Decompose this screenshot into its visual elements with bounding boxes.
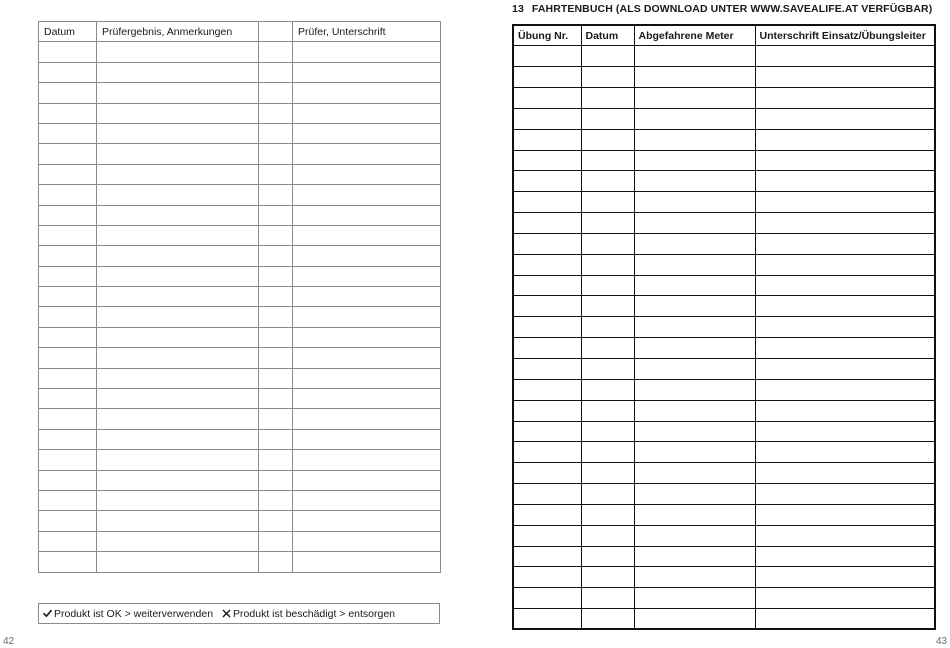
logbook-cell [513,504,581,525]
inspection-log-cell [293,409,441,429]
inspection-log-row [39,490,441,510]
logbook-row [513,338,935,359]
logbook-row [513,254,935,275]
inspection-log-row [39,246,441,266]
logbook-cell [513,129,581,150]
logbook-cell [634,567,755,588]
inspection-log-row [39,307,441,327]
logbook-cell [581,88,634,109]
inspection-log-cell [259,348,293,368]
logbook-cell [755,213,935,234]
logbook-cell [634,442,755,463]
inspection-log-row [39,368,441,388]
inspection-log-cell [97,531,259,551]
logbook-row [513,546,935,567]
logbook-cell [634,213,755,234]
logbook-cell [634,588,755,609]
logbook-cell [634,67,755,88]
logbook-cell [755,588,935,609]
inspection-log-cell [259,246,293,266]
inspection-log-cell [293,490,441,510]
inspection-log-cell [39,287,97,307]
logbook-table [512,24,936,630]
header-result-notes: Prüfergebnis, Anmerkungen [97,22,259,42]
logbook-cell [581,338,634,359]
inspection-log-row [39,429,441,449]
logbook-row [513,129,935,150]
inspection-log-cell [97,103,259,123]
inspection-log-cell [39,511,97,531]
inspection-log-cell [293,266,441,286]
logbook-cell [513,213,581,234]
inspection-log-row [39,470,441,490]
inspection-log-row [39,42,441,62]
logbook-cell [581,275,634,296]
logbook-cell [513,275,581,296]
inspection-log-cell [39,327,97,347]
inspection-log-cell [97,225,259,245]
inspection-log-cell [97,123,259,143]
logbook-cell [755,504,935,525]
logbook-cell [634,275,755,296]
logbook-cell [755,421,935,442]
inspection-log-cell [259,470,293,490]
inspection-log-cell [293,103,441,123]
inspection-log-row [39,164,441,184]
header-logbook-date: Datum [581,25,634,46]
logbook-cell [581,359,634,380]
inspection-log-cell [259,368,293,388]
inspection-log-cell [259,205,293,225]
inspection-log-cell [39,246,97,266]
logbook-cell [581,233,634,254]
inspection-log-cell [293,123,441,143]
logbook-cell [581,192,634,213]
cross-icon [222,609,231,618]
header-exercise-number: Übung Nr. [513,25,581,46]
inspection-log-cell [293,327,441,347]
inspection-log-cell [293,307,441,327]
logbook-cell [634,317,755,338]
logbook-cell [513,254,581,275]
inspection-log-cell [259,389,293,409]
logbook-cell [634,108,755,129]
legend-ok [43,608,213,620]
logbook-row [513,609,935,630]
inspection-log-cell [259,266,293,286]
legend-damaged [222,608,395,620]
logbook-cell [513,379,581,400]
inspection-log-cell [97,83,259,103]
header-leader-signature: Unterschrift Einsatz/Übungsleiter [755,25,935,46]
logbook-row [513,88,935,109]
logbook-cell [581,46,634,67]
logbook-cell [581,171,634,192]
inspection-log-row [39,348,441,368]
logbook-cell [513,567,581,588]
inspection-log-cell [39,83,97,103]
logbook-cell [513,525,581,546]
logbook-cell [755,192,935,213]
inspection-log-cell [259,409,293,429]
logbook-cell [755,442,935,463]
inspection-log-row [39,552,441,572]
logbook-cell [634,400,755,421]
inspection-log-cell [259,531,293,551]
logbook-cell [755,317,935,338]
logbook-cell [634,46,755,67]
inspection-log-cell [39,205,97,225]
logbook-cell [581,442,634,463]
logbook-row [513,46,935,67]
inspection-log-row [39,103,441,123]
inspection-legend [38,603,440,624]
logbook-row [513,275,935,296]
inspection-log-row [39,185,441,205]
logbook-row [513,359,935,380]
logbook-cell [755,525,935,546]
logbook-cell [755,546,935,567]
header-date: Datum [39,22,97,42]
logbook-cell [513,296,581,317]
inspection-log-cell [293,164,441,184]
inspection-log-row [39,62,441,82]
inspection-log-row [39,389,441,409]
logbook-row [513,588,935,609]
inspection-log-cell [39,389,97,409]
inspection-log-cell [293,83,441,103]
inspection-log-cell [97,307,259,327]
inspection-log-cell [293,246,441,266]
inspection-log-cell [293,144,441,164]
logbook-cell [634,359,755,380]
inspection-log-row [39,83,441,103]
logbook-cell [755,567,935,588]
logbook-cell [634,609,755,630]
inspection-log-row [39,287,441,307]
logbook-cell [755,150,935,171]
logbook-cell [634,525,755,546]
logbook-cell [513,108,581,129]
inspection-log-cell [39,490,97,510]
logbook-cell [581,129,634,150]
inspection-log-cell [97,348,259,368]
logbook-cell [581,504,634,525]
logbook-row [513,150,935,171]
logbook-cell [581,525,634,546]
logbook-cell [755,484,935,505]
logbook-row [513,192,935,213]
logbook-cell [755,275,935,296]
logbook-row [513,463,935,484]
inspection-log-cell [97,144,259,164]
logbook-cell [755,108,935,129]
inspection-log-cell [259,307,293,327]
logbook-row [513,442,935,463]
logbook-cell [634,546,755,567]
inspection-log-cell [97,287,259,307]
inspection-log-cell [97,266,259,286]
logbook-cell [581,421,634,442]
logbook-cell [634,254,755,275]
inspection-log-body [39,42,441,572]
logbook-cell [513,484,581,505]
inspection-log-cell [293,429,441,449]
logbook-cell [634,421,755,442]
inspection-log-row [39,266,441,286]
inspection-log-cell [97,490,259,510]
inspection-log-row [39,205,441,225]
legend-damaged-text: Produkt ist beschädigt > entsorgen [233,607,396,620]
inspection-log-cell [97,511,259,531]
inspection-log-cell [39,42,97,62]
logbook-cell [581,484,634,505]
logbook-cell [755,88,935,109]
logbook-cell [634,88,755,109]
logbook-cell [634,233,755,254]
logbook-cell [581,254,634,275]
inspection-log-cell [259,144,293,164]
inspection-log-cell [97,246,259,266]
logbook-row [513,108,935,129]
logbook-cell [513,588,581,609]
logbook-cell [634,338,755,359]
logbook-cell [755,379,935,400]
inspection-log-cell [293,531,441,551]
logbook-row [513,379,935,400]
logbook-cell [634,379,755,400]
inspection-log-cell [259,450,293,470]
inspection-log-cell [97,62,259,82]
inspection-log-cell [39,185,97,205]
inspection-log-cell [39,225,97,245]
inspection-log-cell [39,307,97,327]
logbook-cell [755,171,935,192]
inspection-log-cell [259,429,293,449]
logbook-row [513,296,935,317]
logbook-row [513,400,935,421]
logbook-cell [513,359,581,380]
inspection-log-cell [293,511,441,531]
inspection-log-cell [97,164,259,184]
logbook-cell [755,129,935,150]
inspection-log-row [39,327,441,347]
inspection-log-cell [293,470,441,490]
inspection-log-cell [39,450,97,470]
inspection-log-cell [97,552,259,572]
legend-ok-text: Produkt ist OK > weiterverwenden [54,607,214,620]
inspection-log-cell [259,287,293,307]
logbook-header-row [513,25,935,46]
logbook-body [513,46,935,630]
logbook-row [513,67,935,88]
logbook-cell [755,338,935,359]
inspection-log-cell [293,552,441,572]
inspection-log-row [39,409,441,429]
inspection-log-cell [259,123,293,143]
inspection-log-cell [97,368,259,388]
logbook-cell [581,379,634,400]
inspection-log-cell [97,409,259,429]
logbook-cell [513,150,581,171]
inspection-log-cell [97,450,259,470]
logbook-cell [755,359,935,380]
inspection-log-cell [39,368,97,388]
logbook-cell [513,67,581,88]
logbook-cell [634,192,755,213]
logbook-cell [634,504,755,525]
logbook-cell [581,150,634,171]
inspection-log-cell [293,368,441,388]
inspection-log-cell [97,327,259,347]
section-title: FAHRTENBUCH (ALS DOWNLOAD UNTER WWW.SAVEALIFE.AT VERFÜGBAR) [531,3,933,15]
logbook-cell [513,338,581,359]
inspection-log-cell [259,327,293,347]
logbook-cell [513,609,581,630]
logbook-cell [513,46,581,67]
logbook-cell [581,588,634,609]
logbook-cell [513,546,581,567]
section-number: 13 [512,3,524,15]
inspection-log-row [39,144,441,164]
logbook-cell [634,150,755,171]
inspection-log-cell [39,123,97,143]
inspection-log-cell [39,144,97,164]
logbook-cell [513,192,581,213]
inspection-log-cell [97,185,259,205]
inspection-log-cell [259,164,293,184]
logbook-cell [513,317,581,338]
page-number-left: 42 [3,636,15,647]
inspection-log-cell [259,42,293,62]
logbook-cell [634,484,755,505]
logbook-cell [581,213,634,234]
header-blank [259,22,293,42]
inspection-log-cell [259,103,293,123]
logbook-cell [513,88,581,109]
inspection-log-cell [97,205,259,225]
logbook-row [513,233,935,254]
logbook-cell [513,463,581,484]
logbook-cell [755,296,935,317]
inspection-log-cell [293,287,441,307]
logbook-row [513,484,935,505]
logbook-cell [634,171,755,192]
logbook-cell [581,317,634,338]
logbook-cell [581,67,634,88]
logbook-cell [755,400,935,421]
logbook-cell [755,609,935,630]
inspection-log-row [39,123,441,143]
logbook-cell [513,421,581,442]
logbook-cell [581,400,634,421]
logbook-cell [755,46,935,67]
logbook-cell [581,546,634,567]
inspection-log-cell [39,164,97,184]
logbook-cell [513,400,581,421]
inspection-log-cell [259,511,293,531]
inspection-log-row [39,531,441,551]
logbook-cell [513,442,581,463]
inspection-log-table [38,21,441,573]
logbook-cell [581,296,634,317]
logbook-row [513,421,935,442]
logbook-cell [581,463,634,484]
inspection-log-cell [39,348,97,368]
inspection-log-cell [39,266,97,286]
inspection-log-cell [259,185,293,205]
inspection-log-row [39,450,441,470]
inspection-log-cell [97,470,259,490]
section-heading [512,3,932,15]
header-inspector-signature: Prüfer, Unterschrift [293,22,441,42]
inspection-log-cell [259,225,293,245]
logbook-row [513,567,935,588]
inspection-log-cell [39,470,97,490]
inspection-log-cell [293,185,441,205]
inspection-log-cell [293,389,441,409]
check-icon [43,609,52,618]
logbook-cell [755,233,935,254]
inspection-log-cell [259,62,293,82]
logbook-cell [581,609,634,630]
logbook-cell [755,254,935,275]
inspection-log-header-row [39,22,441,42]
logbook-cell [581,567,634,588]
inspection-log-cell [293,348,441,368]
inspection-log-cell [97,42,259,62]
inspection-log-cell [39,531,97,551]
logbook-cell [755,463,935,484]
inspection-log-cell [259,490,293,510]
inspection-log-cell [39,429,97,449]
inspection-log-cell [293,225,441,245]
inspection-log-cell [39,62,97,82]
inspection-log-cell [97,389,259,409]
logbook-cell [634,296,755,317]
logbook-row [513,504,935,525]
inspection-log-row [39,511,441,531]
inspection-log-cell [39,552,97,572]
inspection-log-cell [293,62,441,82]
logbook-cell [581,108,634,129]
page-number-right: 43 [936,636,948,647]
inspection-log-cell [293,450,441,470]
logbook-row [513,525,935,546]
logbook-row [513,213,935,234]
inspection-log-cell [39,103,97,123]
inspection-log-cell [259,552,293,572]
inspection-log-cell [39,409,97,429]
logbook-cell [634,463,755,484]
inspection-log-cell [259,83,293,103]
inspection-log-cell [293,205,441,225]
logbook-cell [634,129,755,150]
inspection-log-cell [97,429,259,449]
logbook-cell [513,233,581,254]
logbook-row [513,171,935,192]
logbook-cell [513,171,581,192]
inspection-log-row [39,225,441,245]
logbook-cell [755,67,935,88]
logbook-row [513,317,935,338]
inspection-log-cell [293,42,441,62]
header-meters-driven: Abgefahrene Meter [634,25,755,46]
